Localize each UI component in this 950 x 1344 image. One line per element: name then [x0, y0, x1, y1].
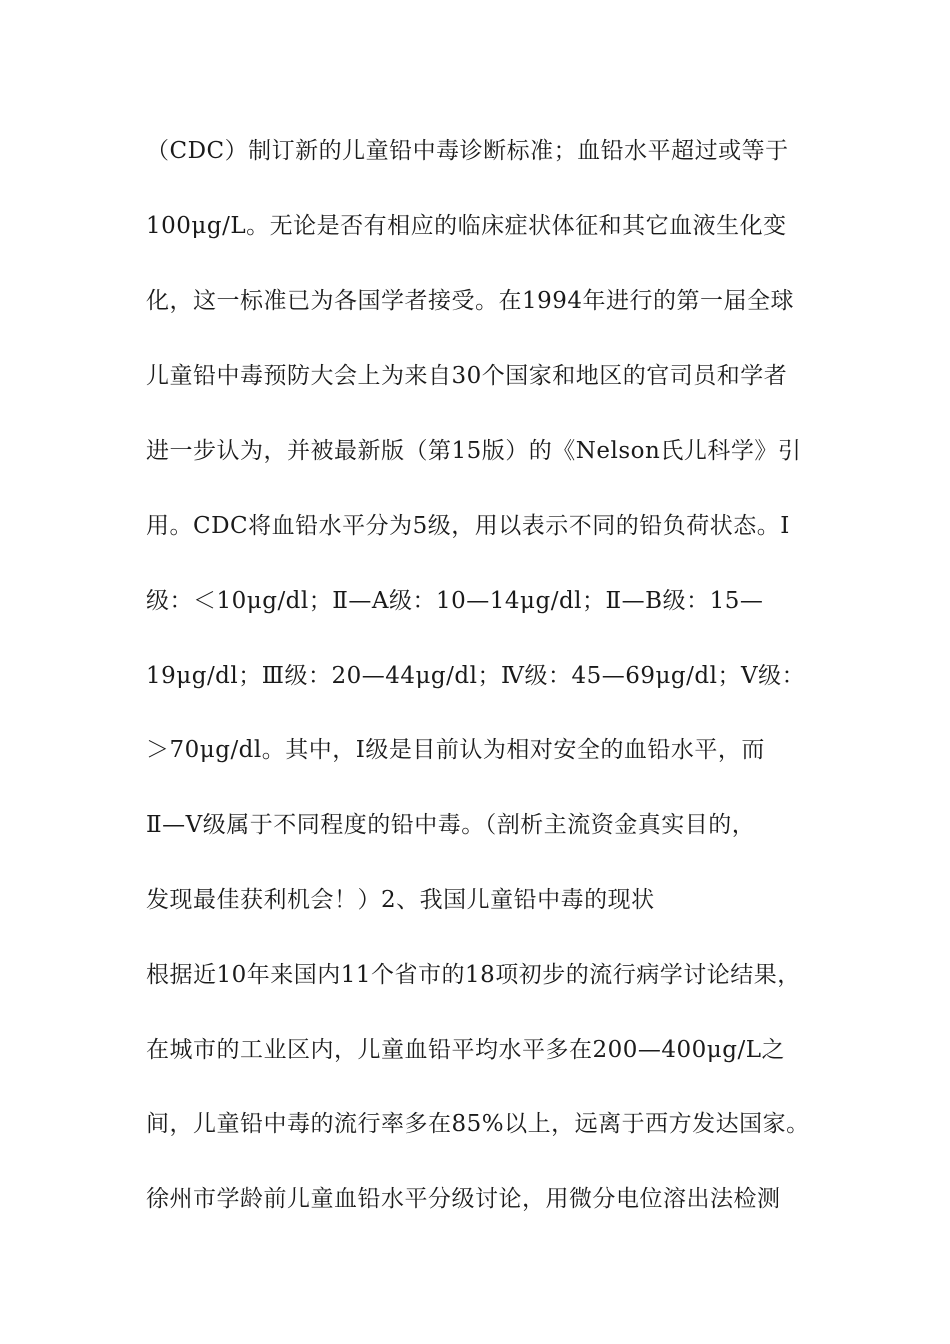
text-line: 在城市的工业区内，儿童血铅平均水平多在200—400μg/L之 [146, 1037, 785, 1063]
text-line: （CDC）制订新的儿童铅中毒诊断标准；血铅水平超过或等于 [146, 138, 789, 164]
text-line: 100μg/L。无论是否有相应的临床症状体征和其它血液生化变 [146, 213, 787, 239]
text-line: 级：＜10μg/dl；Ⅱ—A级：10—14μg/dl；Ⅱ—B级：15— [146, 588, 764, 614]
text-line: 儿童铅中毒预防大会上为来自30个国家和地区的官司员和学者 [146, 363, 788, 389]
text-line: 间，儿童铅中毒的流行率多在85%以上，远离于西方发达国家。 [146, 1111, 810, 1137]
text-line: 化，这一标准已为各国学者接受。在1994年进行的第一届全球 [146, 288, 795, 314]
text-line: 根据近10年来国内11个省市的18项初步的流行病学讨论结果， [146, 962, 801, 988]
text-line: Ⅱ—Ⅴ级属于不同程度的铅中毒。（剖析主流资金真实目的， [146, 812, 756, 838]
text-line: 徐州市学龄前儿童血铅水平分级讨论，用微分电位溶出法检测 [146, 1186, 781, 1212]
text-line: 19μg/dl；Ⅲ级：20—44μg/dl；Ⅳ级：45—69μg/dl；Ⅴ级： [146, 663, 806, 689]
text-line: ＞70μg/dl。其中，Ⅰ级是目前认为相对安全的血铅水平，而 [146, 737, 765, 763]
text-line: 用。CDC将血铅水平分为5级，用以表示不同的铅负荷状态。Ⅰ [146, 513, 790, 539]
section-heading-line: 发现最佳获利机会！）2、我国儿童铅中毒的现状 [146, 887, 655, 913]
text-line: 进一步认为，并被最新版（第15版）的《Nelson氏儿科学》引 [146, 438, 802, 464]
